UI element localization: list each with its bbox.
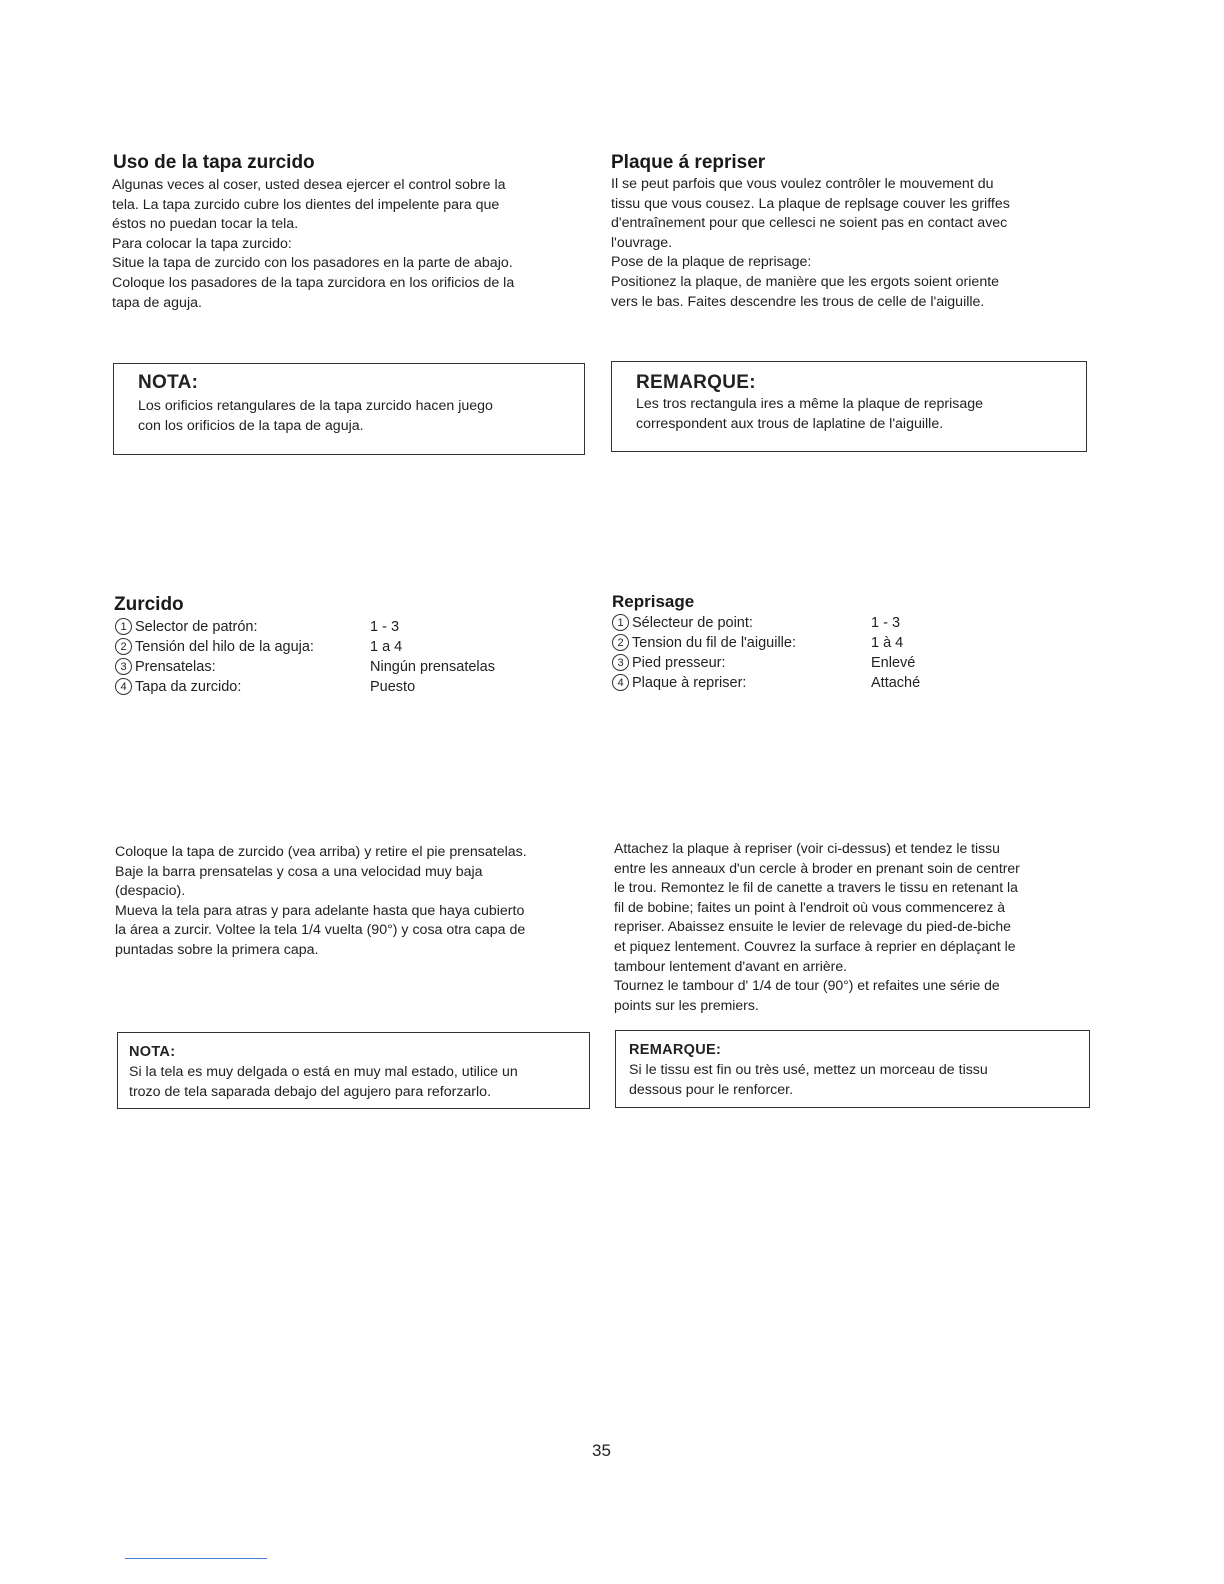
- note-text: [629, 1061, 1079, 1100]
- table-row: [612, 633, 920, 653]
- text-line: Coloque la tapa de zurcido (vea arriba) y retire el pie prensatelas.: [115, 844, 527, 860]
- text-line: puntadas sobre la primera capa.: [115, 941, 319, 958]
- circled-number: 2: [115, 638, 132, 655]
- text-line: d'entraînement pour que cellesci ne soient pas en contact avec: [611, 215, 1008, 232]
- paragraph-uso-tapa-zurcido: [112, 176, 587, 313]
- text-line: repriser. Abaissez ensuite le levier de relevage du pied-de-biche: [614, 918, 1011, 935]
- text-line: le trou. Remontez le fil de canette a travers le tissu en retenant la: [614, 879, 1018, 896]
- table-row: [115, 637, 495, 657]
- table-row: [115, 677, 495, 697]
- setting-value: Puesto: [370, 679, 416, 695]
- circled-number: 4: [115, 678, 132, 695]
- setting-value: Enlevé: [871, 655, 916, 671]
- note-title: NOTA:: [138, 372, 199, 393]
- note-text: [129, 1063, 584, 1102]
- table-row: [612, 613, 920, 633]
- table-row: [612, 653, 920, 673]
- paragraph-zurcido-instructions: [115, 843, 593, 961]
- text-line: tambour lentement d'avant en arrière.: [614, 957, 848, 974]
- setting-label: Selector de patrón:: [135, 619, 258, 635]
- text-line: tela. La tapa zurcido cubre los dientes del impelente para que: [112, 196, 500, 213]
- setting-label: Prensatelas:: [135, 659, 216, 675]
- note-box-remarque-2: [615, 1030, 1090, 1108]
- paragraph-reprisage-instructions: [614, 839, 1094, 1015]
- note-box-nota-2: [117, 1032, 590, 1109]
- text-line: Algunas veces al coser, usted desea ejercer el control sobre la: [112, 177, 506, 193]
- settings-table-zurcido: [115, 617, 495, 697]
- heading-uso-tapa-zurcido: Uso de la tapa zurcido: [113, 152, 315, 173]
- setting-label: Sélecteur de point:: [632, 615, 753, 631]
- text-line: Positionez la plaque, de manière que les ergots soient oriente: [611, 273, 1000, 290]
- table-row: [115, 657, 495, 677]
- footer-divider: [125, 1558, 267, 1559]
- setting-value: Attaché: [871, 675, 921, 691]
- note-box-remarque-1: [611, 361, 1087, 452]
- setting-label: Tapa da zurcido:: [135, 679, 242, 695]
- text-line: Si le tissu est fin ou très usé, mettez un morceau de tissu: [629, 1062, 988, 1078]
- note-text: [636, 395, 1076, 434]
- text-line: entre les anneaux d'un cercle à broder en prenant soin de centrer: [614, 859, 1020, 876]
- text-line: Les tros rectangula ires a même la plaque de reprisage: [636, 396, 983, 412]
- text-line: points sur les premiers.: [614, 996, 759, 1013]
- text-line: et piquez lentement. Couvrez la surface à reprier en déplaçant le: [614, 937, 1016, 954]
- setting-label: Pied presseur:: [632, 655, 726, 671]
- circled-number: 2: [612, 634, 629, 651]
- text-line: dessous pour le renforcer.: [629, 1081, 794, 1098]
- note-title: REMARQUE:: [636, 372, 756, 393]
- text-line: (despacio).: [115, 883, 186, 900]
- text-line: Tournez le tambour d' 1/4 de tour (90°) et refaites une série de: [614, 977, 1000, 994]
- text-line: tapa de aguja.: [112, 294, 202, 311]
- note-title: REMARQUE:: [629, 1042, 722, 1058]
- text-line: Il se peut parfois que vous voulez contrôler le mouvement du: [611, 176, 994, 192]
- text-line: tissu que vous cousez. La plaque de replsage couver les griffes: [611, 195, 1010, 212]
- setting-value: 1 - 3: [370, 619, 400, 635]
- heading-plaque-a-repriser: Plaque á repriser: [611, 152, 766, 173]
- text-line: Los orificios retangulares de la tapa zurcido hacen juego: [138, 398, 493, 414]
- circled-number: 3: [115, 658, 132, 675]
- text-line: trozo de tela saparada debajo del agujero para reforzarlo.: [129, 1083, 492, 1100]
- text-line: fil de bobine; faites un point à l'endroit où vous commencerez à: [614, 898, 1006, 915]
- text-line: con los orificios de la tapa de aguja.: [138, 417, 364, 434]
- text-line: Situe la tapa de zurcido con los pasadores en la parte de abajo.: [112, 255, 513, 272]
- setting-value: 1 - 3: [871, 615, 901, 631]
- setting-label: Tension du fil de l'aiguille:: [632, 635, 796, 651]
- text-line: Pose de la plaque de reprisage:: [611, 254, 812, 271]
- page-number: 35: [592, 1441, 611, 1460]
- setting-label: Tensión del hilo de la aguja:: [135, 639, 314, 655]
- setting-label: Plaque à repriser:: [632, 675, 747, 691]
- heading-reprisage: Reprisage: [612, 592, 695, 611]
- note-box-nota-1: [113, 363, 585, 455]
- text-line: Coloque los pasadores de la tapa zurcidora en los orificios de la: [112, 274, 515, 291]
- text-line: vers le bas. Faites descendre les trous de celle de l'aiguille.: [611, 293, 985, 310]
- text-line: Baje la barra prensatelas y cosa a una velocidad muy baja: [115, 863, 483, 880]
- circled-number: 3: [612, 654, 629, 671]
- circled-number: 1: [115, 618, 132, 635]
- table-row: [612, 673, 920, 693]
- text-line: Para colocar la tapa zurcido:: [112, 235, 292, 252]
- text-line: Mueva la tela para atras y para adelante hasta que haya cubierto: [115, 902, 525, 919]
- text-line: la área a zurcir. Voltee la tela 1/4 vuelta (90°) y cosa otra capa de: [115, 922, 526, 939]
- text-line: Attachez la plaque à repriser (voir ci-dessus) et tendez le tissu: [614, 840, 1000, 856]
- circled-number: 4: [612, 674, 629, 691]
- note-text: [138, 397, 568, 436]
- table-row: [115, 617, 495, 637]
- heading-zurcido: Zurcido: [114, 594, 184, 615]
- text-line: Si la tela es muy delgada o está en muy mal estado, utilice un: [129, 1064, 518, 1080]
- text-line: éstos no puedan tocar la tela.: [112, 216, 299, 233]
- note-title: NOTA:: [129, 1044, 176, 1060]
- settings-table-reprisage: [612, 613, 920, 693]
- circled-number: 1: [612, 614, 629, 631]
- setting-value: 1 à 4: [871, 635, 904, 651]
- text-line: correspondent aux trous de laplatine de l'aiguille.: [636, 415, 944, 432]
- paragraph-plaque-a-repriser: [611, 175, 1081, 312]
- setting-value: 1 a 4: [370, 639, 403, 655]
- text-line: l'ouvrage.: [611, 234, 673, 251]
- setting-value: Ningún prensatelas: [370, 659, 495, 675]
